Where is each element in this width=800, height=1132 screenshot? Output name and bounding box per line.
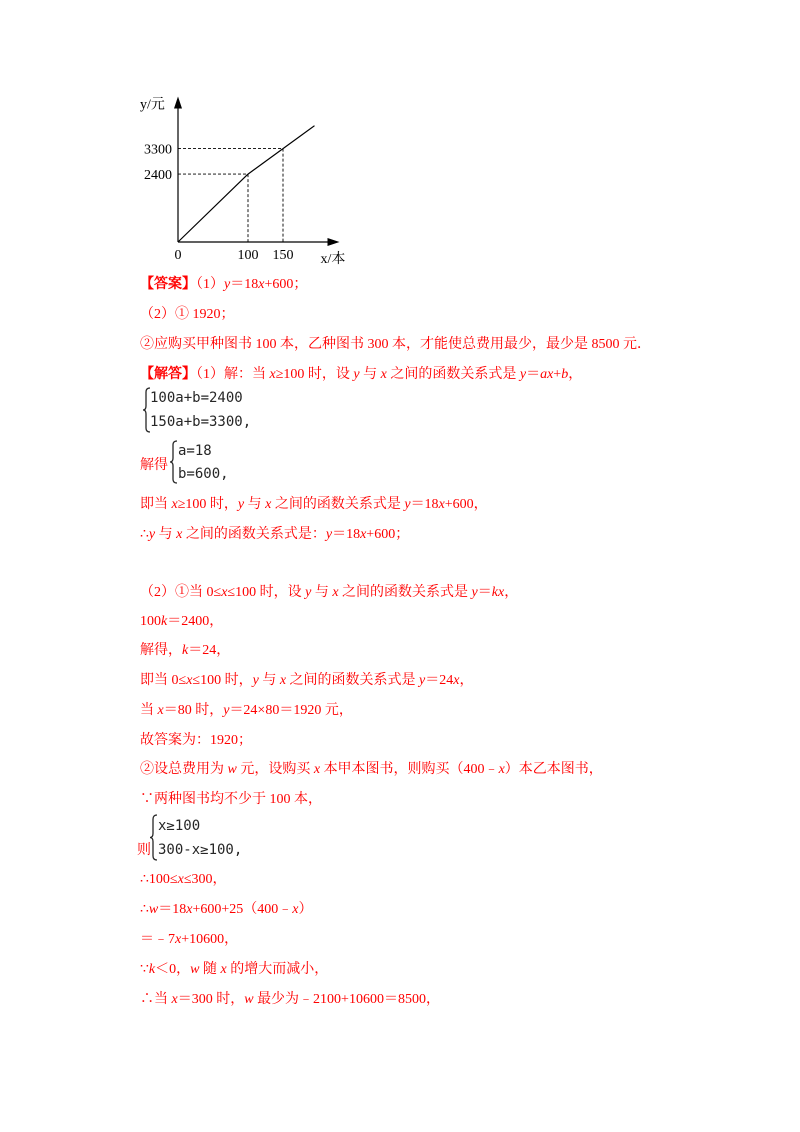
line-chart <box>0 0 800 270</box>
math-variable: x <box>497 585 505 600</box>
math-variable: w <box>190 962 200 977</box>
answer-part-2: （2）① 1920； <box>140 307 235 322</box>
math-variable: x <box>175 932 182 947</box>
math-variable: x <box>221 585 228 600</box>
x-axis-arrow-icon <box>328 238 340 246</box>
math-variable: x <box>498 762 505 777</box>
math-variable: x <box>220 962 227 977</box>
math-variable: y <box>353 367 360 382</box>
solution-text-3: ∴y 与 x 之间的函数关系式是：y＝18x+600； <box>140 527 410 542</box>
answer-part-3: ②应购买甲种图书 100 本，乙种图书 300 本，才能使总费用最少，最少是 8500 元． <box>140 337 651 352</box>
math-variable: x <box>258 277 265 292</box>
x-tick-label: 150 <box>272 248 294 263</box>
solve-prefix: 解得 <box>140 458 168 473</box>
solution-text-13: ∴w＝18x+600+25（400﹣x） <box>140 902 313 917</box>
then-prefix: 则 <box>137 843 151 858</box>
math-variable: x <box>186 673 193 688</box>
solution-text-9: 故答案为：1920； <box>140 733 252 748</box>
series-segment <box>248 149 283 174</box>
y-axis-arrow-icon <box>174 97 182 109</box>
inequality-system-row-2: 300-x≥100, <box>158 842 243 858</box>
math-variable: x <box>313 762 321 777</box>
math-variable: y <box>519 367 527 382</box>
math-variable: y <box>305 585 312 600</box>
math-variable: y <box>325 527 333 542</box>
math-variable: a <box>540 367 548 382</box>
math-variable: x <box>157 703 164 718</box>
math-variable: k <box>148 962 156 977</box>
series-segment <box>178 174 248 242</box>
equation-system-2-row-1: a=18 <box>178 443 212 459</box>
x-axis-label: x/本 <box>320 252 346 267</box>
solution-text-10: ②设总费用为 w 元，设购买 x 本甲本图书，则购买（400﹣x）本乙本图书， <box>140 762 603 777</box>
left-brace <box>169 440 178 484</box>
solution-text-4: （2）①当 0≤x≤100 时，设 y 与 x 之间的函数关系式是 y＝kx， <box>140 585 519 600</box>
math-variable: k <box>491 585 498 600</box>
math-variable: x <box>380 367 387 382</box>
math-variable: x <box>171 992 178 1007</box>
equation-system-1-row-1: 100a+b=2400 <box>150 390 243 406</box>
math-variable: x <box>177 872 184 887</box>
solution-text-1: （1）解：当 x≥100 时，设 y 与 x 之间的函数关系式是 y＝ax+b， <box>196 367 583 382</box>
inequality-system-row-1: x≥100 <box>158 818 201 834</box>
answer-part-1: （1）y＝18x+600； <box>196 277 308 292</box>
x-tick-label: 0 <box>174 248 182 263</box>
solution-label: 【解答】 <box>140 367 196 382</box>
answer-line-1 <box>140 275 307 295</box>
math-variable: w <box>148 902 159 917</box>
math-variable: x <box>176 527 183 542</box>
y-axis-label: y/元 <box>140 97 165 113</box>
math-variable: x <box>269 367 276 382</box>
math-variable: x <box>279 673 287 688</box>
math-variable: y <box>419 673 426 688</box>
math-variable: y <box>252 673 259 688</box>
solution-text-14: ＝﹣7x+10600， <box>140 932 239 947</box>
equation-system-2-row-2: b=600, <box>178 466 229 482</box>
brace-path <box>143 388 150 432</box>
solution-text-11: ∵两种图书均不少于 100 本， <box>140 792 322 807</box>
solution-text-2: 即当 x≥100 时，y 与 x 之间的函数关系式是 y＝18x+600， <box>140 497 488 512</box>
math-variable: y <box>223 703 230 718</box>
math-variable: k <box>182 643 189 658</box>
math-variable: y <box>148 527 156 542</box>
y-tick-label: 2400 <box>144 168 172 184</box>
math-variable: w <box>227 762 237 777</box>
brace-path <box>150 815 157 860</box>
math-variable: x <box>171 497 178 512</box>
solution-text-16: ∴当 x＝300 时，w 最少为﹣2100+10600＝8500， <box>140 992 440 1007</box>
math-variable: x <box>547 367 554 382</box>
solution-line-1 <box>140 365 582 385</box>
math-variable: x <box>360 527 367 542</box>
answer-label: 【答案】 <box>140 277 196 292</box>
math-variable: x <box>438 497 445 512</box>
solution-text-15: ∵k＜0，w 随 x 的增大而减小， <box>140 962 329 977</box>
math-variable: y <box>404 497 411 512</box>
solution-text-8: 当 x＝80 时，y＝24×80＝1920 元， <box>140 703 353 718</box>
math-variable: x <box>265 497 272 512</box>
x-tick-label: 100 <box>237 248 259 263</box>
math-variable: x <box>453 673 460 688</box>
math-variable: y <box>471 585 478 600</box>
equation-system-1-row-2: 150a+b=3300, <box>150 414 252 430</box>
math-variable: y <box>224 277 231 292</box>
math-variable: x <box>292 902 299 917</box>
brace-path <box>170 441 177 483</box>
math-variable: k <box>161 614 168 629</box>
math-variable: b <box>561 367 569 382</box>
solution-text-12: ∴100≤x≤300， <box>140 872 227 887</box>
series-segment <box>283 126 315 149</box>
solution-text-5: 100k＝2400， <box>140 614 224 629</box>
math-variable: y <box>237 497 245 512</box>
math-variable: x <box>186 902 193 917</box>
solution-text-7: 即当 0≤x≤100 时，y 与 x 之间的函数关系式是 y＝24x， <box>140 673 474 688</box>
math-variable: w <box>244 992 254 1007</box>
math-variable: x <box>332 585 339 600</box>
solution-text-6: 解得，k＝24， <box>140 643 231 658</box>
y-tick-label: 3300 <box>144 142 172 158</box>
